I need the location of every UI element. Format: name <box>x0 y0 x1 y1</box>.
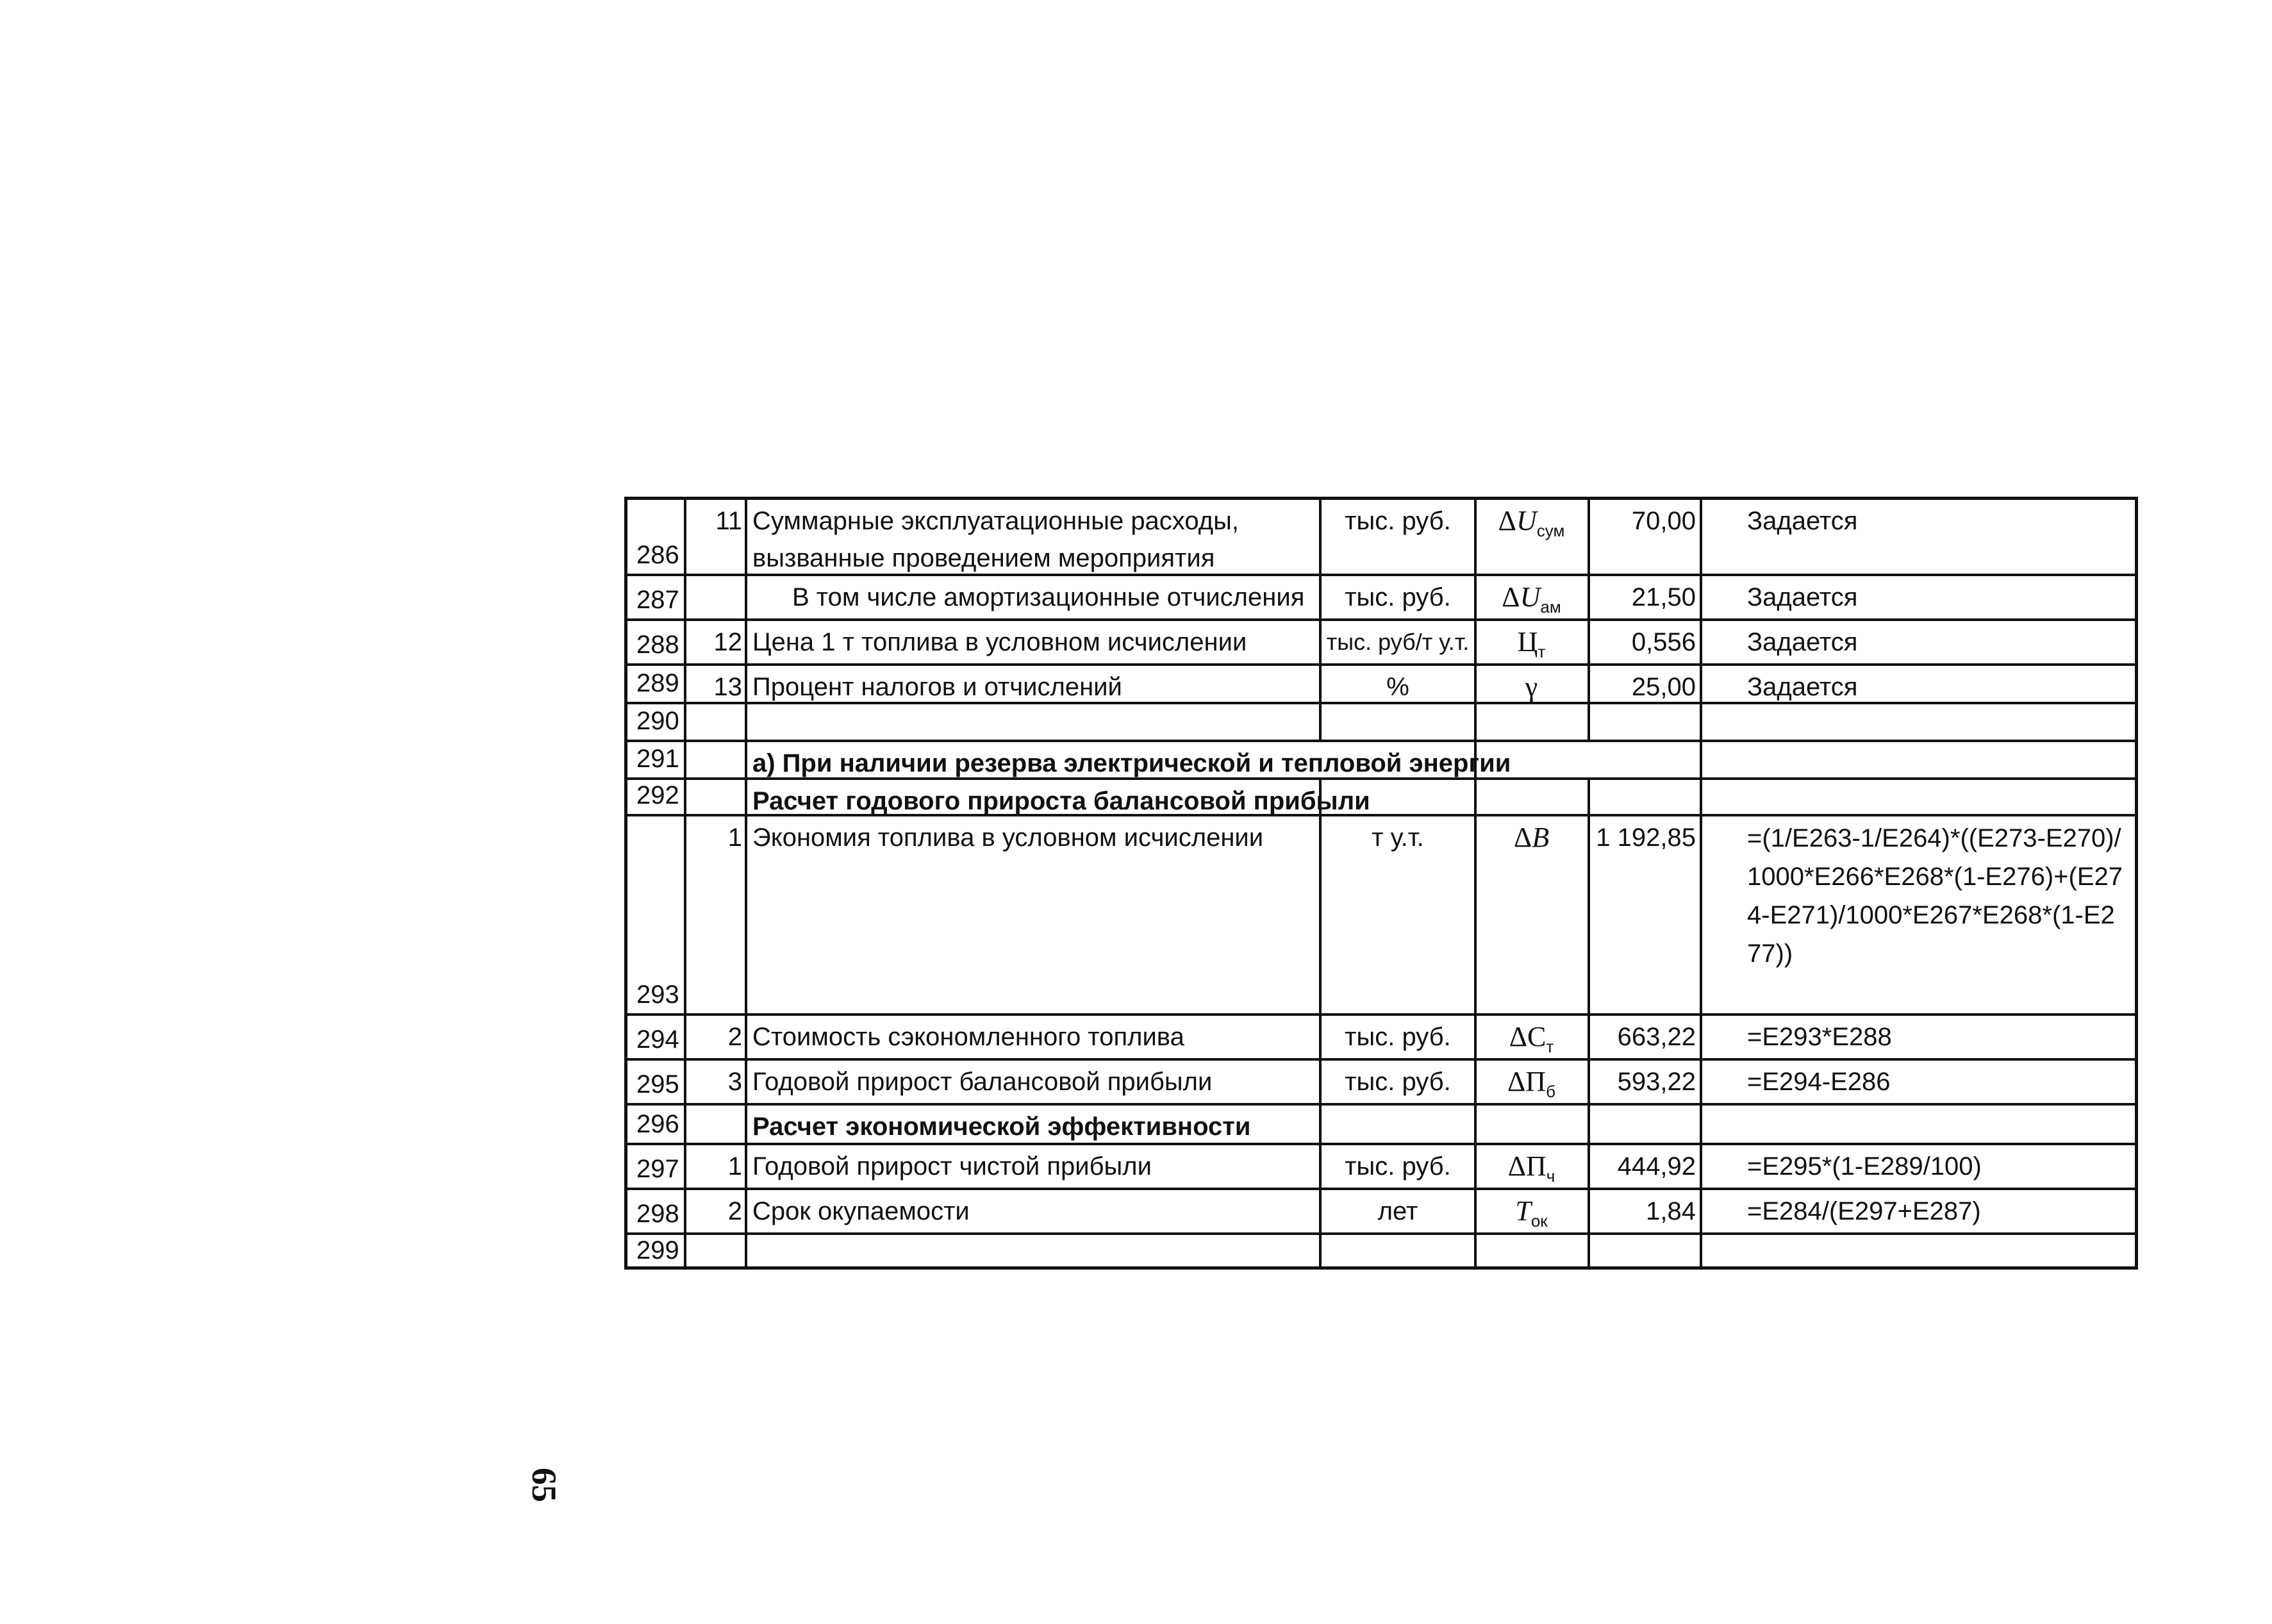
item-formula: =(1/E263-1/E264)*((E273-E270)/1000*E266*E268*(1-E276)+(E274-E271)/1000*E267*E268*(1-E277)) <box>1747 824 2123 968</box>
row-number-cell <box>627 621 686 663</box>
row-number: 295 <box>636 1070 679 1098</box>
table-row <box>627 1016 2135 1061</box>
item-unit: тыс. руб/т у.т. <box>1322 621 1477 663</box>
row-number-cell <box>627 1235 686 1266</box>
item-index: 2 <box>686 1190 747 1232</box>
row-number: 297 <box>636 1155 679 1183</box>
item-symbol: γ <box>1477 666 1590 702</box>
item-unit: тыс. руб. <box>1322 1016 1477 1058</box>
item-symbol: $\Delta C_т$ <box>1477 1016 1590 1058</box>
item-name: Суммарные эксплуатационные расходы, вызванные проведением мероприятия <box>747 500 1322 574</box>
row-number-cell <box>627 1145 686 1188</box>
item-value <box>1590 1106 1702 1143</box>
item-formula: =E284/(E297+E287) <box>1747 1197 1981 1225</box>
item-name <box>747 704 1322 740</box>
row-number-cell <box>627 1106 686 1143</box>
item-index: 13 <box>686 666 747 702</box>
item-name: Годовой прирост балансовой прибыли <box>747 1061 1322 1103</box>
item-formula: Задается <box>1747 507 1858 535</box>
item-unit: тыс. руб. <box>1322 576 1477 618</box>
item-index <box>686 704 747 740</box>
item-symbol: $\Delta U_{ам}$ <box>1477 576 1590 618</box>
item-unit: лет <box>1322 1190 1477 1232</box>
item-index <box>686 1106 747 1143</box>
row-number: 290 <box>636 707 679 735</box>
spreadsheet-table <box>624 497 2138 1270</box>
item-value <box>1590 704 1702 740</box>
item-formula: Задается <box>1747 628 1858 656</box>
table-row <box>627 1145 2135 1190</box>
item-unit: тыс. руб. <box>1322 1061 1477 1103</box>
item-value: 21,50 <box>1590 576 1702 618</box>
table-row-heading <box>627 1106 2135 1145</box>
item-symbol <box>1477 704 1590 740</box>
item-unit <box>1322 780 1477 814</box>
item-value: 0,556 <box>1590 621 1702 663</box>
item-value <box>1590 742 1702 777</box>
item-name: Экономия топлива в условном исчислении <box>747 816 1322 1013</box>
item-formula: =E293*E288 <box>1747 1023 1892 1051</box>
item-formula: Задается <box>1747 583 1858 611</box>
table-row <box>627 1235 2135 1266</box>
item-symbol: ΔB <box>1477 816 1590 1013</box>
item-index: 11 <box>686 500 747 574</box>
row-number-cell <box>627 1061 686 1103</box>
table-row <box>627 704 2135 742</box>
row-number: 292 <box>636 781 679 809</box>
table-row <box>627 500 2135 576</box>
row-number-cell <box>627 1016 686 1058</box>
item-value: 1 192,85 <box>1590 816 1702 1013</box>
row-number-cell <box>627 704 686 740</box>
table-row <box>627 666 2135 704</box>
item-name: В том числе амортизационные отчисления <box>747 576 1322 618</box>
item-name: Цена 1 т топлива в условном исчислении <box>747 621 1322 663</box>
page-number: 65 <box>525 1468 563 1502</box>
row-number-cell <box>627 1190 686 1232</box>
row-number: 291 <box>636 745 679 773</box>
section-heading: Расчет годового прироста балансовой прибыли <box>747 780 1322 814</box>
table-row <box>627 621 2135 666</box>
item-formula <box>1702 1235 2135 1266</box>
table-row <box>627 816 2135 1016</box>
row-number-cell <box>627 500 686 574</box>
item-index: 2 <box>686 1016 747 1058</box>
row-number-cell <box>627 816 686 1013</box>
item-unit <box>1322 1106 1477 1143</box>
row-number-cell <box>627 780 686 814</box>
item-value <box>1590 1235 1702 1266</box>
table-row-heading <box>627 742 2135 780</box>
item-name: Годовой прирост чистой прибыли <box>747 1145 1322 1188</box>
item-index <box>686 780 747 814</box>
row-number: 293 <box>636 981 679 1009</box>
item-unit: тыс. руб. <box>1322 500 1477 574</box>
item-symbol: $\Delta U_{сум}$ <box>1477 500 1590 574</box>
item-formula <box>1702 780 2135 814</box>
item-value: 1,84 <box>1590 1190 1702 1232</box>
table-row-heading <box>627 780 2135 816</box>
item-name: Стоимость сэкономленного топлива <box>747 1016 1322 1058</box>
row-number: 296 <box>636 1110 679 1138</box>
item-unit: т у.т. <box>1322 816 1477 1013</box>
row-number-cell <box>627 742 686 777</box>
item-symbol <box>1477 1106 1590 1143</box>
table-row <box>627 576 2135 621</box>
item-index: 12 <box>686 621 747 663</box>
item-unit <box>1322 1235 1477 1266</box>
item-index: 3 <box>686 1061 747 1103</box>
item-symbol: $T_{ок}$ <box>1477 1190 1590 1232</box>
item-index <box>686 576 747 618</box>
item-symbol <box>1477 780 1590 814</box>
row-number-cell <box>627 666 686 702</box>
item-value: 663,22 <box>1590 1016 1702 1058</box>
row-number: 294 <box>636 1025 679 1054</box>
item-value: 593,22 <box>1590 1061 1702 1103</box>
item-name: Срок окупаемости <box>747 1190 1322 1232</box>
row-number: 288 <box>636 631 679 659</box>
item-unit <box>1322 704 1477 740</box>
item-formula <box>1702 704 2135 740</box>
row-number: 286 <box>636 541 679 569</box>
item-formula: =E295*(1-E289/100) <box>1747 1152 1982 1181</box>
item-value <box>1590 780 1702 814</box>
item-unit: тыс. руб. <box>1322 1145 1477 1188</box>
item-symbol <box>1477 1235 1590 1266</box>
item-symbol: $\Delta П_б$ <box>1477 1061 1590 1103</box>
table-row <box>627 1061 2135 1106</box>
item-formula: =E294-E286 <box>1747 1068 1891 1096</box>
item-index: 1 <box>686 1145 747 1188</box>
row-number: 289 <box>636 669 679 697</box>
item-index: 1 <box>686 816 747 1013</box>
item-value: 444,92 <box>1590 1145 1702 1188</box>
row-number: 298 <box>636 1200 679 1228</box>
item-index <box>686 742 747 777</box>
item-formula <box>1702 1106 2135 1143</box>
item-formula <box>1702 742 2135 777</box>
row-number: 299 <box>636 1236 679 1264</box>
item-formula: Задается <box>1747 673 1858 701</box>
item-value: 70,00 <box>1590 500 1702 574</box>
item-symbol: $\Delta П_ч$ <box>1477 1145 1590 1188</box>
item-unit: % <box>1322 666 1477 702</box>
item-name: Процент налогов и отчислений <box>747 666 1322 702</box>
row-number-cell <box>627 576 686 618</box>
item-symbol: $Ц_т$ <box>1477 621 1590 663</box>
item-name <box>747 1235 1322 1266</box>
table-row <box>627 1190 2135 1235</box>
section-heading: а) При наличии резерва электрической и тепловой энергии <box>747 742 1477 777</box>
row-number: 287 <box>636 586 679 614</box>
item-index <box>686 1235 747 1266</box>
item-value: 25,00 <box>1590 666 1702 702</box>
section-heading: Расчет экономической эффективности <box>747 1106 1322 1143</box>
